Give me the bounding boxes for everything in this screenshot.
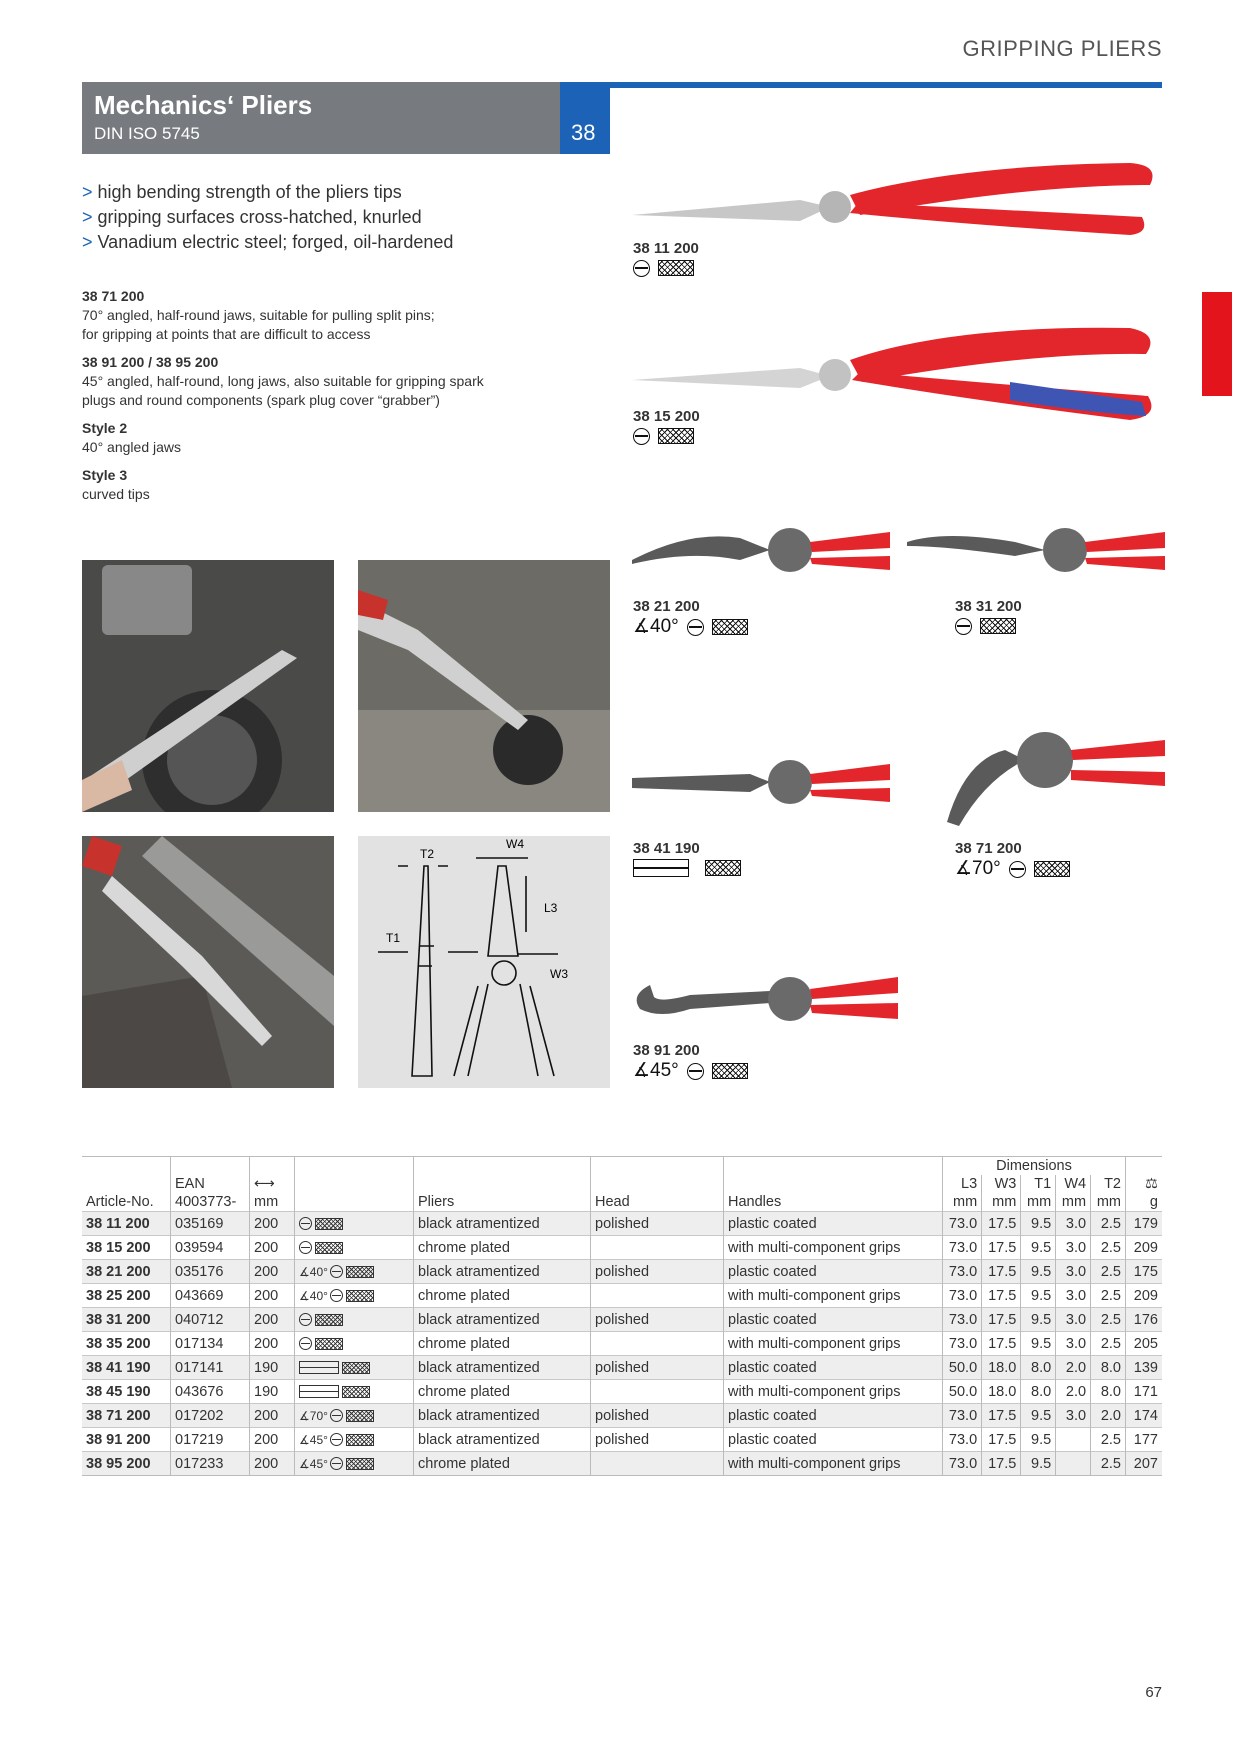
cell-t2: 8.0	[1091, 1380, 1126, 1404]
cross-hatched-grip-icon	[342, 1362, 370, 1374]
cell-head: polished	[591, 1428, 724, 1452]
round-jaw-icon	[299, 1313, 312, 1326]
cell-art: 38 21 200	[82, 1260, 171, 1284]
cell-l3: 50.0	[943, 1356, 982, 1380]
cross-hatched-grip-icon	[315, 1314, 343, 1326]
cell-l3: 73.0	[943, 1212, 982, 1236]
angle-icon: ∡40°	[299, 1264, 328, 1279]
cell-head: polished	[591, 1356, 724, 1380]
cell-t1: 9.5	[1021, 1236, 1056, 1260]
cell-pliers: black atramentized	[414, 1428, 591, 1452]
cross-hatched-grip-icon	[705, 860, 741, 876]
usage-photo	[82, 836, 334, 1088]
cell-art: 38 15 200	[82, 1236, 171, 1260]
cell-len: 200	[250, 1332, 295, 1356]
cell-w3: 17.5	[982, 1284, 1021, 1308]
cell-t2: 2.5	[1091, 1308, 1126, 1332]
ean-header: EAN	[171, 1175, 250, 1193]
cross-hatched-grip-icon	[346, 1290, 374, 1302]
cross-hatched-grip-icon	[658, 260, 694, 276]
dim-unit-header: mm	[943, 1193, 982, 1212]
pliers-38-41-190-image	[630, 752, 890, 812]
cross-hatched-grip-icon	[980, 618, 1016, 634]
cell-g: 209	[1126, 1284, 1163, 1308]
cell-w3: 17.5	[982, 1236, 1021, 1260]
cross-hatched-grip-icon	[712, 1063, 748, 1079]
diagram-label-w4: W4	[506, 837, 524, 851]
t2-header: T2	[1091, 1175, 1126, 1193]
table-row	[82, 1284, 1162, 1308]
tool-article-number: 38 21 200	[633, 598, 700, 615]
cell-handles: with multi-component grips	[724, 1380, 943, 1404]
cell-w3: 17.5	[982, 1404, 1021, 1428]
jaw-symbols	[295, 1404, 414, 1428]
w3-header: W3	[982, 1175, 1021, 1193]
round-jaw-icon	[633, 260, 650, 277]
jaw-symbols	[295, 1332, 414, 1356]
tool-article-number: 38 31 200	[955, 598, 1022, 615]
cell-t2: 2.5	[1091, 1212, 1126, 1236]
cross-hatched-grip-icon	[346, 1410, 374, 1422]
round-jaw-icon	[330, 1433, 343, 1446]
w4-header: W4	[1056, 1175, 1091, 1193]
cell-handles: plastic coated	[724, 1308, 943, 1332]
cell-g: 174	[1126, 1404, 1163, 1428]
cell-ean: 035169	[171, 1212, 250, 1236]
cell-g: 171	[1126, 1380, 1163, 1404]
page-title: Mechanics‘ Pliers	[94, 90, 313, 120]
cell-w4: 3.0	[1056, 1236, 1091, 1260]
engine-photo-illustration	[358, 560, 610, 812]
cell-w4: 2.0	[1056, 1380, 1091, 1404]
cell-ean: 043676	[171, 1380, 250, 1404]
jaw-symbols	[295, 1380, 414, 1404]
cross-hatched-grip-icon	[658, 428, 694, 444]
jaw-symbols	[295, 1428, 414, 1452]
tool-caption	[633, 598, 748, 638]
cell-ean: 017134	[171, 1332, 250, 1356]
cell-handles: plastic coated	[724, 1356, 943, 1380]
header-rule	[562, 82, 1162, 88]
cell-handles: plastic coated	[724, 1212, 943, 1236]
tool-article-number: 38 71 200	[955, 840, 1022, 857]
length-icon: ⟷	[250, 1175, 295, 1193]
pliers-38-21-200-image	[630, 520, 890, 580]
dimension-diagram	[358, 836, 610, 1088]
cell-w3: 17.5	[982, 1308, 1021, 1332]
cell-g: 205	[1126, 1332, 1163, 1356]
cell-len: 200	[250, 1308, 295, 1332]
cross-hatched-grip-icon	[1034, 861, 1070, 877]
cell-len: 190	[250, 1380, 295, 1404]
cell-g: 179	[1126, 1212, 1163, 1236]
weight-unit-header: g	[1126, 1193, 1163, 1212]
cell-head	[591, 1236, 724, 1260]
model-notes	[82, 280, 552, 504]
cell-handles: plastic coated	[724, 1404, 943, 1428]
length-unit-header: mm	[250, 1193, 295, 1212]
feature-list	[82, 180, 453, 255]
cell-pliers: black atramentized	[414, 1308, 591, 1332]
cell-handles: with multi-component grips	[724, 1284, 943, 1308]
cell-art: 38 25 200	[82, 1284, 171, 1308]
cell-t1: 9.5	[1021, 1452, 1056, 1476]
note-line: for gripping at points that are difficult to access	[82, 326, 371, 342]
cell-t1: 9.5	[1021, 1332, 1056, 1356]
cell-t1: 8.0	[1021, 1380, 1056, 1404]
cross-hatched-grip-icon	[315, 1242, 343, 1254]
scale-icon: ⚖	[1126, 1175, 1163, 1193]
cell-head	[591, 1332, 724, 1356]
round-jaw-icon	[633, 428, 650, 445]
cell-w3: 17.5	[982, 1452, 1021, 1476]
cell-handles: with multi-component grips	[724, 1452, 943, 1476]
usage-photo	[358, 560, 610, 812]
note-line: 40° angled jaws	[82, 439, 181, 455]
cell-len: 200	[250, 1236, 295, 1260]
round-jaw-icon	[330, 1265, 343, 1278]
cell-w4: 2.0	[1056, 1356, 1091, 1380]
cell-handles: plastic coated	[724, 1260, 943, 1284]
tool-caption	[955, 598, 1022, 636]
pliers-header: Pliers	[414, 1193, 591, 1212]
round-jaw-icon	[299, 1217, 312, 1230]
dim-unit-header: mm	[982, 1193, 1021, 1212]
diagram-label-t2: T2	[420, 847, 435, 861]
jaw-symbols	[295, 1236, 414, 1260]
cell-art: 38 31 200	[82, 1308, 171, 1332]
dim-unit-header: mm	[1091, 1193, 1126, 1212]
spec-table-body	[82, 1212, 1162, 1476]
dim-unit-header: mm	[1056, 1193, 1091, 1212]
cross-hatched-grip-icon	[712, 619, 748, 635]
cell-len: 200	[250, 1212, 295, 1236]
cell-w3: 17.5	[982, 1332, 1021, 1356]
feature-item: > high bending strength of the pliers tips	[82, 182, 402, 202]
cell-head	[591, 1284, 724, 1308]
cell-art: 38 11 200	[82, 1212, 171, 1236]
cell-pliers: black atramentized	[414, 1260, 591, 1284]
cell-handles: plastic coated	[724, 1428, 943, 1452]
cell-l3: 50.0	[943, 1380, 982, 1404]
cell-pliers: chrome plated	[414, 1452, 591, 1476]
cell-t1: 9.5	[1021, 1212, 1056, 1236]
angle-icon: ∡40°	[299, 1288, 328, 1303]
cell-handles: with multi-component grips	[724, 1236, 943, 1260]
cell-g: 177	[1126, 1428, 1163, 1452]
cell-w4: 3.0	[1056, 1404, 1091, 1428]
pliers-38-71-200-image	[945, 720, 1165, 830]
cell-w4	[1056, 1452, 1091, 1476]
diagram-label-w3: W3	[550, 967, 568, 981]
cell-art: 38 71 200	[82, 1404, 171, 1428]
angle-icon: ∡40°	[633, 616, 679, 637]
cell-ean: 043669	[171, 1284, 250, 1308]
cell-pliers: chrome plated	[414, 1332, 591, 1356]
round-jaw-icon	[299, 1337, 312, 1350]
dimensions-group-header: Dimensions	[943, 1157, 1126, 1176]
note-heading: Style 2	[82, 420, 128, 436]
cell-w3: 17.5	[982, 1212, 1021, 1236]
chapter-tab	[1202, 292, 1232, 396]
cell-art: 38 35 200	[82, 1332, 171, 1356]
cell-ean: 017233	[171, 1452, 250, 1476]
note-line: 45° angled, half-round, long jaws, also suitable for gripping spark	[82, 373, 484, 389]
table-row	[82, 1308, 1162, 1332]
cell-art: 38 95 200	[82, 1452, 171, 1476]
round-jaw-icon	[330, 1457, 343, 1470]
cell-l3: 73.0	[943, 1260, 982, 1284]
pliers-38-91-200-image	[630, 965, 900, 1035]
engine-photo-illustration	[82, 836, 334, 1088]
cell-t2: 2.5	[1091, 1452, 1126, 1476]
cell-len: 190	[250, 1356, 295, 1380]
cell-t1: 9.5	[1021, 1428, 1056, 1452]
table-row	[82, 1380, 1162, 1404]
cell-pliers: black atramentized	[414, 1212, 591, 1236]
table-row	[82, 1404, 1162, 1428]
cell-pliers: chrome plated	[414, 1284, 591, 1308]
cell-w4: 3.0	[1056, 1260, 1091, 1284]
l3-header: L3	[943, 1175, 982, 1193]
cell-g: 207	[1126, 1452, 1163, 1476]
cell-t2: 2.5	[1091, 1332, 1126, 1356]
cross-hatched-grip-icon	[342, 1386, 370, 1398]
cell-art: 38 41 190	[82, 1356, 171, 1380]
section-label: GRIPPING PLIERS	[962, 36, 1162, 61]
table-row	[82, 1236, 1162, 1260]
cell-l3: 73.0	[943, 1404, 982, 1428]
cell-ean: 039594	[171, 1236, 250, 1260]
note-heading: 38 71 200	[82, 288, 145, 304]
cell-ean: 017202	[171, 1404, 250, 1428]
cell-w3: 18.0	[982, 1356, 1021, 1380]
cell-head	[591, 1452, 724, 1476]
jaw-symbols	[295, 1284, 414, 1308]
cell-w3: 17.5	[982, 1260, 1021, 1284]
cell-l3: 73.0	[943, 1452, 982, 1476]
cell-g: 176	[1126, 1308, 1163, 1332]
group-number: 38	[571, 120, 596, 145]
cell-w3: 18.0	[982, 1380, 1021, 1404]
arrow-icon: >	[82, 182, 98, 202]
cell-handles: with multi-component grips	[724, 1332, 943, 1356]
cell-t2: 2.5	[1091, 1260, 1126, 1284]
tool-article-number: 38 41 190	[633, 840, 700, 857]
angle-icon: ∡70°	[955, 858, 1001, 879]
cross-hatched-grip-icon	[315, 1338, 343, 1350]
feature-item: > gripping surfaces cross-hatched, knurled	[82, 207, 422, 227]
cell-len: 200	[250, 1260, 295, 1284]
angle-icon: ∡45°	[299, 1456, 328, 1471]
cell-l3: 73.0	[943, 1332, 982, 1356]
round-jaw-icon	[687, 619, 704, 636]
t1-header: T1	[1021, 1175, 1056, 1193]
arrow-icon: >	[82, 207, 98, 227]
cell-l3: 73.0	[943, 1308, 982, 1332]
cell-head: polished	[591, 1308, 724, 1332]
tool-caption	[633, 240, 699, 278]
cell-t1: 8.0	[1021, 1356, 1056, 1380]
cell-t1: 9.5	[1021, 1404, 1056, 1428]
cross-hatched-grip-icon	[346, 1266, 374, 1278]
cell-head: polished	[591, 1260, 724, 1284]
table-row	[82, 1452, 1162, 1476]
cell-len: 200	[250, 1284, 295, 1308]
cell-t1: 9.5	[1021, 1260, 1056, 1284]
round-jaw-icon	[330, 1409, 343, 1422]
cell-pliers: chrome plated	[414, 1380, 591, 1404]
arrow-icon: >	[82, 232, 98, 252]
cell-g: 139	[1126, 1356, 1163, 1380]
tool-caption	[633, 1042, 748, 1082]
diagram-label-l3: L3	[544, 901, 558, 915]
cell-t2: 2.5	[1091, 1428, 1126, 1452]
cell-len: 200	[250, 1452, 295, 1476]
tool-caption	[633, 840, 741, 878]
flat-jaw-icon	[299, 1385, 339, 1398]
usage-photo	[82, 560, 334, 812]
cell-ean: 040712	[171, 1308, 250, 1332]
jaw-symbols	[295, 1260, 414, 1284]
cell-head: polished	[591, 1212, 724, 1236]
cell-l3: 73.0	[943, 1284, 982, 1308]
pliers-dimension-drawing	[358, 836, 610, 1088]
cell-pliers: black atramentized	[414, 1356, 591, 1380]
page-subtitle: DIN ISO 5745	[94, 124, 200, 143]
cell-l3: 73.0	[943, 1428, 982, 1452]
cell-ean: 035176	[171, 1260, 250, 1284]
jaw-symbols	[295, 1212, 414, 1236]
cell-t1: 9.5	[1021, 1308, 1056, 1332]
dim-unit-header: mm	[1021, 1193, 1056, 1212]
cross-hatched-grip-icon	[346, 1434, 374, 1446]
cell-g: 209	[1126, 1236, 1163, 1260]
note-line: plugs and round components (spark plug cover “grabber”)	[82, 392, 440, 408]
cell-w3: 17.5	[982, 1428, 1021, 1452]
round-jaw-icon	[1009, 861, 1026, 878]
article-header: Article-No.	[86, 1194, 154, 1210]
table-row	[82, 1332, 1162, 1356]
pliers-38-11-200-image	[630, 155, 1170, 245]
cell-w4: 3.0	[1056, 1212, 1091, 1236]
cell-t2: 2.5	[1091, 1284, 1126, 1308]
tool-article-number: 38 91 200	[633, 1042, 700, 1059]
tool-article-number: 38 15 200	[633, 408, 700, 425]
round-jaw-icon	[299, 1241, 312, 1254]
cell-w4: 3.0	[1056, 1332, 1091, 1356]
note-heading: Style 3	[82, 467, 128, 483]
cell-w4: 3.0	[1056, 1308, 1091, 1332]
jaw-symbols	[295, 1452, 414, 1476]
pliers-38-31-200-image	[905, 520, 1165, 580]
flat-jaw-icon	[633, 859, 689, 877]
engine-photo-illustration	[82, 560, 334, 812]
cell-t2: 2.5	[1091, 1236, 1126, 1260]
table-row	[82, 1212, 1162, 1236]
tool-article-number: 38 11 200	[633, 240, 699, 257]
diagram-label-t1: T1	[386, 931, 401, 945]
cell-head: polished	[591, 1404, 724, 1428]
note-line: 70° angled, half-round jaws, suitable for pulling split pins;	[82, 307, 435, 323]
title-bar	[82, 82, 560, 154]
cell-g: 175	[1126, 1260, 1163, 1284]
handles-header: Handles	[724, 1193, 943, 1212]
angle-icon: ∡70°	[299, 1408, 328, 1423]
jaw-symbols	[295, 1308, 414, 1332]
spec-table	[82, 1156, 1162, 1476]
page-number: 67	[1145, 1684, 1162, 1701]
round-jaw-icon	[955, 618, 972, 635]
note-heading: 38 91 200 / 38 95 200	[82, 354, 219, 370]
tool-caption	[633, 408, 700, 446]
cell-pliers: chrome plated	[414, 1236, 591, 1260]
cross-hatched-grip-icon	[315, 1218, 343, 1230]
cell-l3: 73.0	[943, 1236, 982, 1260]
flat-jaw-icon	[299, 1361, 339, 1374]
jaw-symbols	[295, 1356, 414, 1380]
round-jaw-icon	[330, 1289, 343, 1302]
cell-art: 38 45 190	[82, 1380, 171, 1404]
table-row	[82, 1260, 1162, 1284]
table-row	[82, 1428, 1162, 1452]
table-row	[82, 1356, 1162, 1380]
cell-art: 38 91 200	[82, 1428, 171, 1452]
cell-w4: 3.0	[1056, 1284, 1091, 1308]
angle-icon: ∡45°	[299, 1432, 328, 1447]
pliers-38-15-200-image	[630, 320, 1170, 430]
cell-pliers: black atramentized	[414, 1404, 591, 1428]
ean-prefix-header: 4003773-	[171, 1193, 250, 1212]
cell-t1: 9.5	[1021, 1284, 1056, 1308]
angle-icon: ∡45°	[633, 1060, 679, 1081]
feature-item: > Vanadium electric steel; forged, oil-hardened	[82, 232, 454, 252]
cell-w4	[1056, 1428, 1091, 1452]
note-line: curved tips	[82, 486, 150, 502]
cell-head	[591, 1380, 724, 1404]
cell-t2: 8.0	[1091, 1356, 1126, 1380]
cell-len: 200	[250, 1404, 295, 1428]
cell-t2: 2.0	[1091, 1404, 1126, 1428]
cell-ean: 017219	[171, 1428, 250, 1452]
head-header: Head	[591, 1193, 724, 1212]
cell-len: 200	[250, 1428, 295, 1452]
group-number-box	[560, 82, 610, 154]
cell-ean: 017141	[171, 1356, 250, 1380]
round-jaw-icon	[687, 1063, 704, 1080]
cross-hatched-grip-icon	[346, 1458, 374, 1470]
tool-caption	[955, 840, 1070, 880]
